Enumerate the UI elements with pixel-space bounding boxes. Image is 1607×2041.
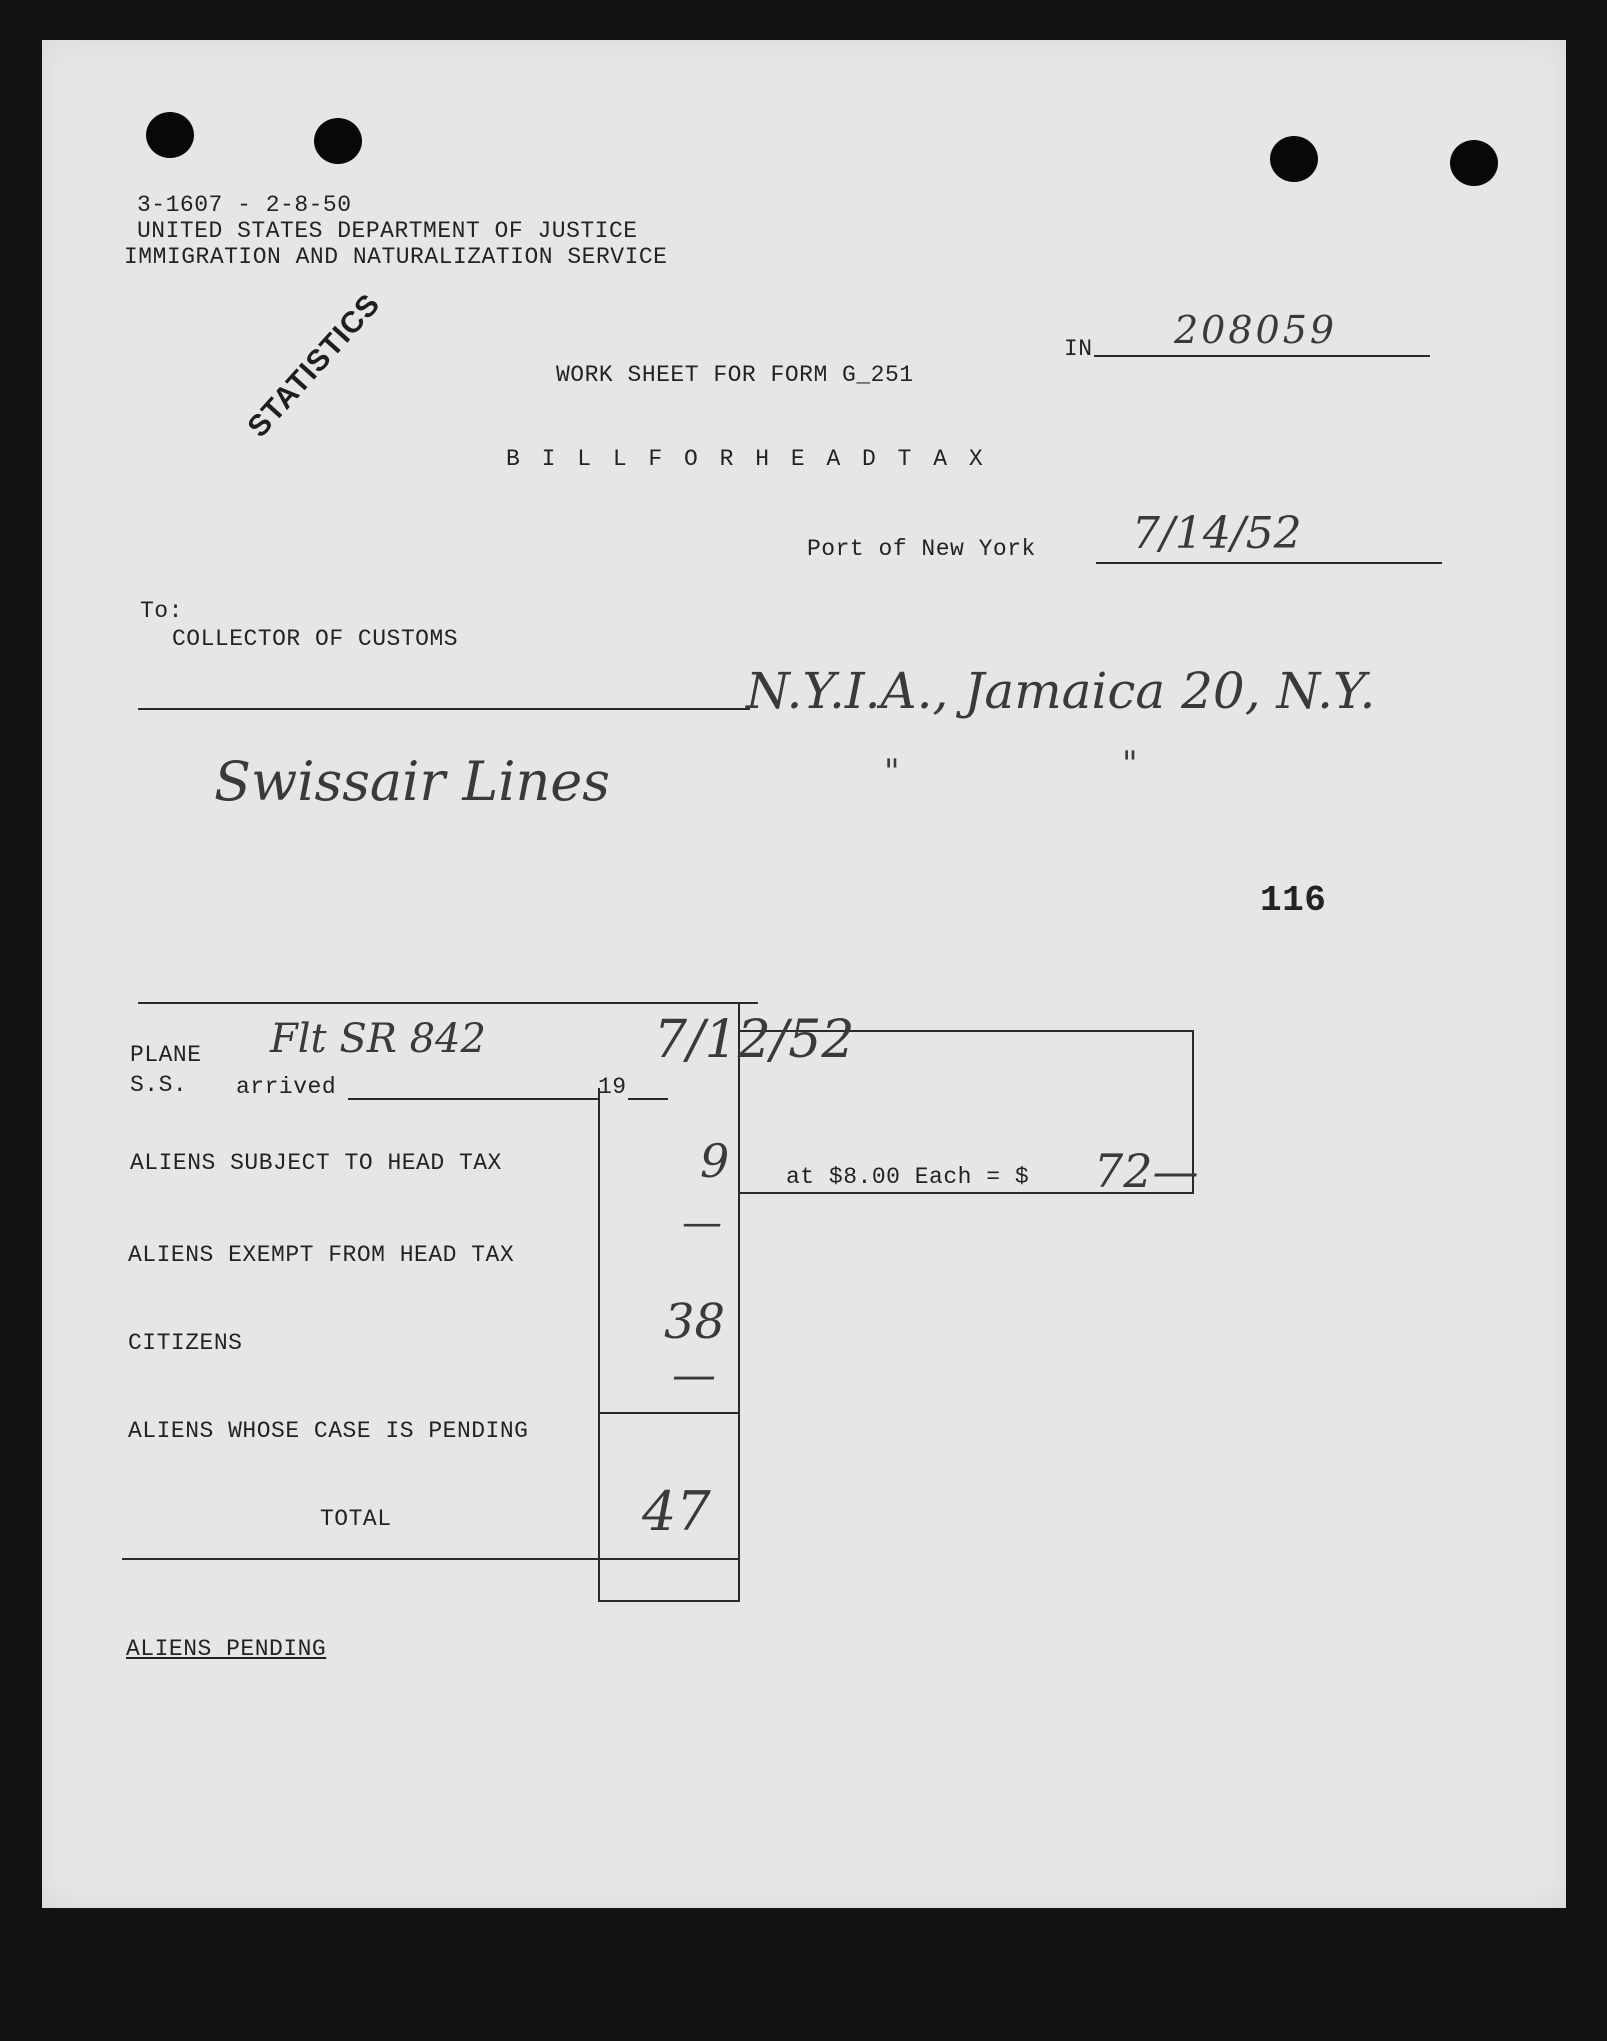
address-line <box>138 708 750 710</box>
form-title: WORK SHEET FOR FORM G_251 <box>556 362 914 388</box>
table-divider-left <box>598 1088 600 1600</box>
in-label: IN <box>1064 336 1093 362</box>
row-value-citizens: 38 <box>664 1294 726 1350</box>
punch-hole <box>1270 136 1318 182</box>
agency-name: UNITED STATES DEPARTMENT OF JUSTICE <box>137 218 638 244</box>
table-bottom-line <box>122 1558 740 1560</box>
form-subtitle: B I L L F O R H E A D T A X <box>506 446 987 472</box>
rate-text: at $8.00 Each = $ <box>786 1164 1030 1190</box>
ss-label: S.S. <box>130 1072 188 1098</box>
table-top-line <box>138 1002 758 1004</box>
year-line <box>628 1098 668 1100</box>
arrived-line <box>348 1098 598 1100</box>
in-number-line <box>1094 355 1430 357</box>
statistics-stamp: STATISTICS <box>241 287 387 444</box>
punch-hole <box>1450 140 1498 186</box>
carrier-name: Swissair Lines <box>214 750 610 813</box>
port-date: 7/14/52 <box>1132 508 1302 559</box>
aliens-pending-label: ALIENS PENDING <box>126 1636 327 1662</box>
arrived-label: arrived <box>236 1074 337 1100</box>
row-label-citizens: CITIZENS <box>128 1330 243 1356</box>
tax-amount: 72— <box>1094 1144 1199 1198</box>
punch-hole <box>146 112 194 158</box>
flight-number: Flt SR 842 <box>270 1016 486 1062</box>
row-label-subject: ALIENS SUBJECT TO HEAD TAX <box>130 1150 502 1176</box>
row-value-subject: 9 <box>700 1134 730 1188</box>
document-page <box>42 40 1566 1908</box>
form-code: 3-1607 - 2-8-50 <box>137 192 352 218</box>
service-name: IMMIGRATION AND NATURALIZATION SERVICE <box>124 244 668 270</box>
ditto-mark: " <box>1122 744 1138 784</box>
port-label: Port of New York <box>807 536 1036 562</box>
total-value: 47 <box>642 1480 711 1543</box>
row-label-pending: ALIENS WHOSE CASE IS PENDING <box>128 1418 529 1444</box>
row-label-exempt: ALIENS EXEMPT FROM HEAD TAX <box>128 1242 515 1268</box>
ditto-mark: " <box>884 752 900 792</box>
total-bottom-line <box>598 1600 740 1602</box>
to-label: To: <box>140 598 183 624</box>
row-value-pending: — <box>672 1350 716 1401</box>
address-text: N.Y.I.A., Jamaica 20, N.Y. <box>746 662 1376 720</box>
year-prefix: 19 <box>598 1074 627 1100</box>
page-number: 116 <box>1260 880 1327 921</box>
total-label: TOTAL <box>320 1506 392 1532</box>
total-top-line <box>598 1412 740 1414</box>
arrival-date: 7/12/52 <box>654 1010 855 1070</box>
to-recipient: COLLECTOR OF CUSTOMS <box>172 626 459 652</box>
in-number: 208059 <box>1174 308 1338 352</box>
port-date-line <box>1096 562 1442 564</box>
plane-label: PLANE <box>130 1042 202 1068</box>
row-value-exempt: — <box>682 1200 722 1246</box>
punch-hole <box>314 118 362 164</box>
